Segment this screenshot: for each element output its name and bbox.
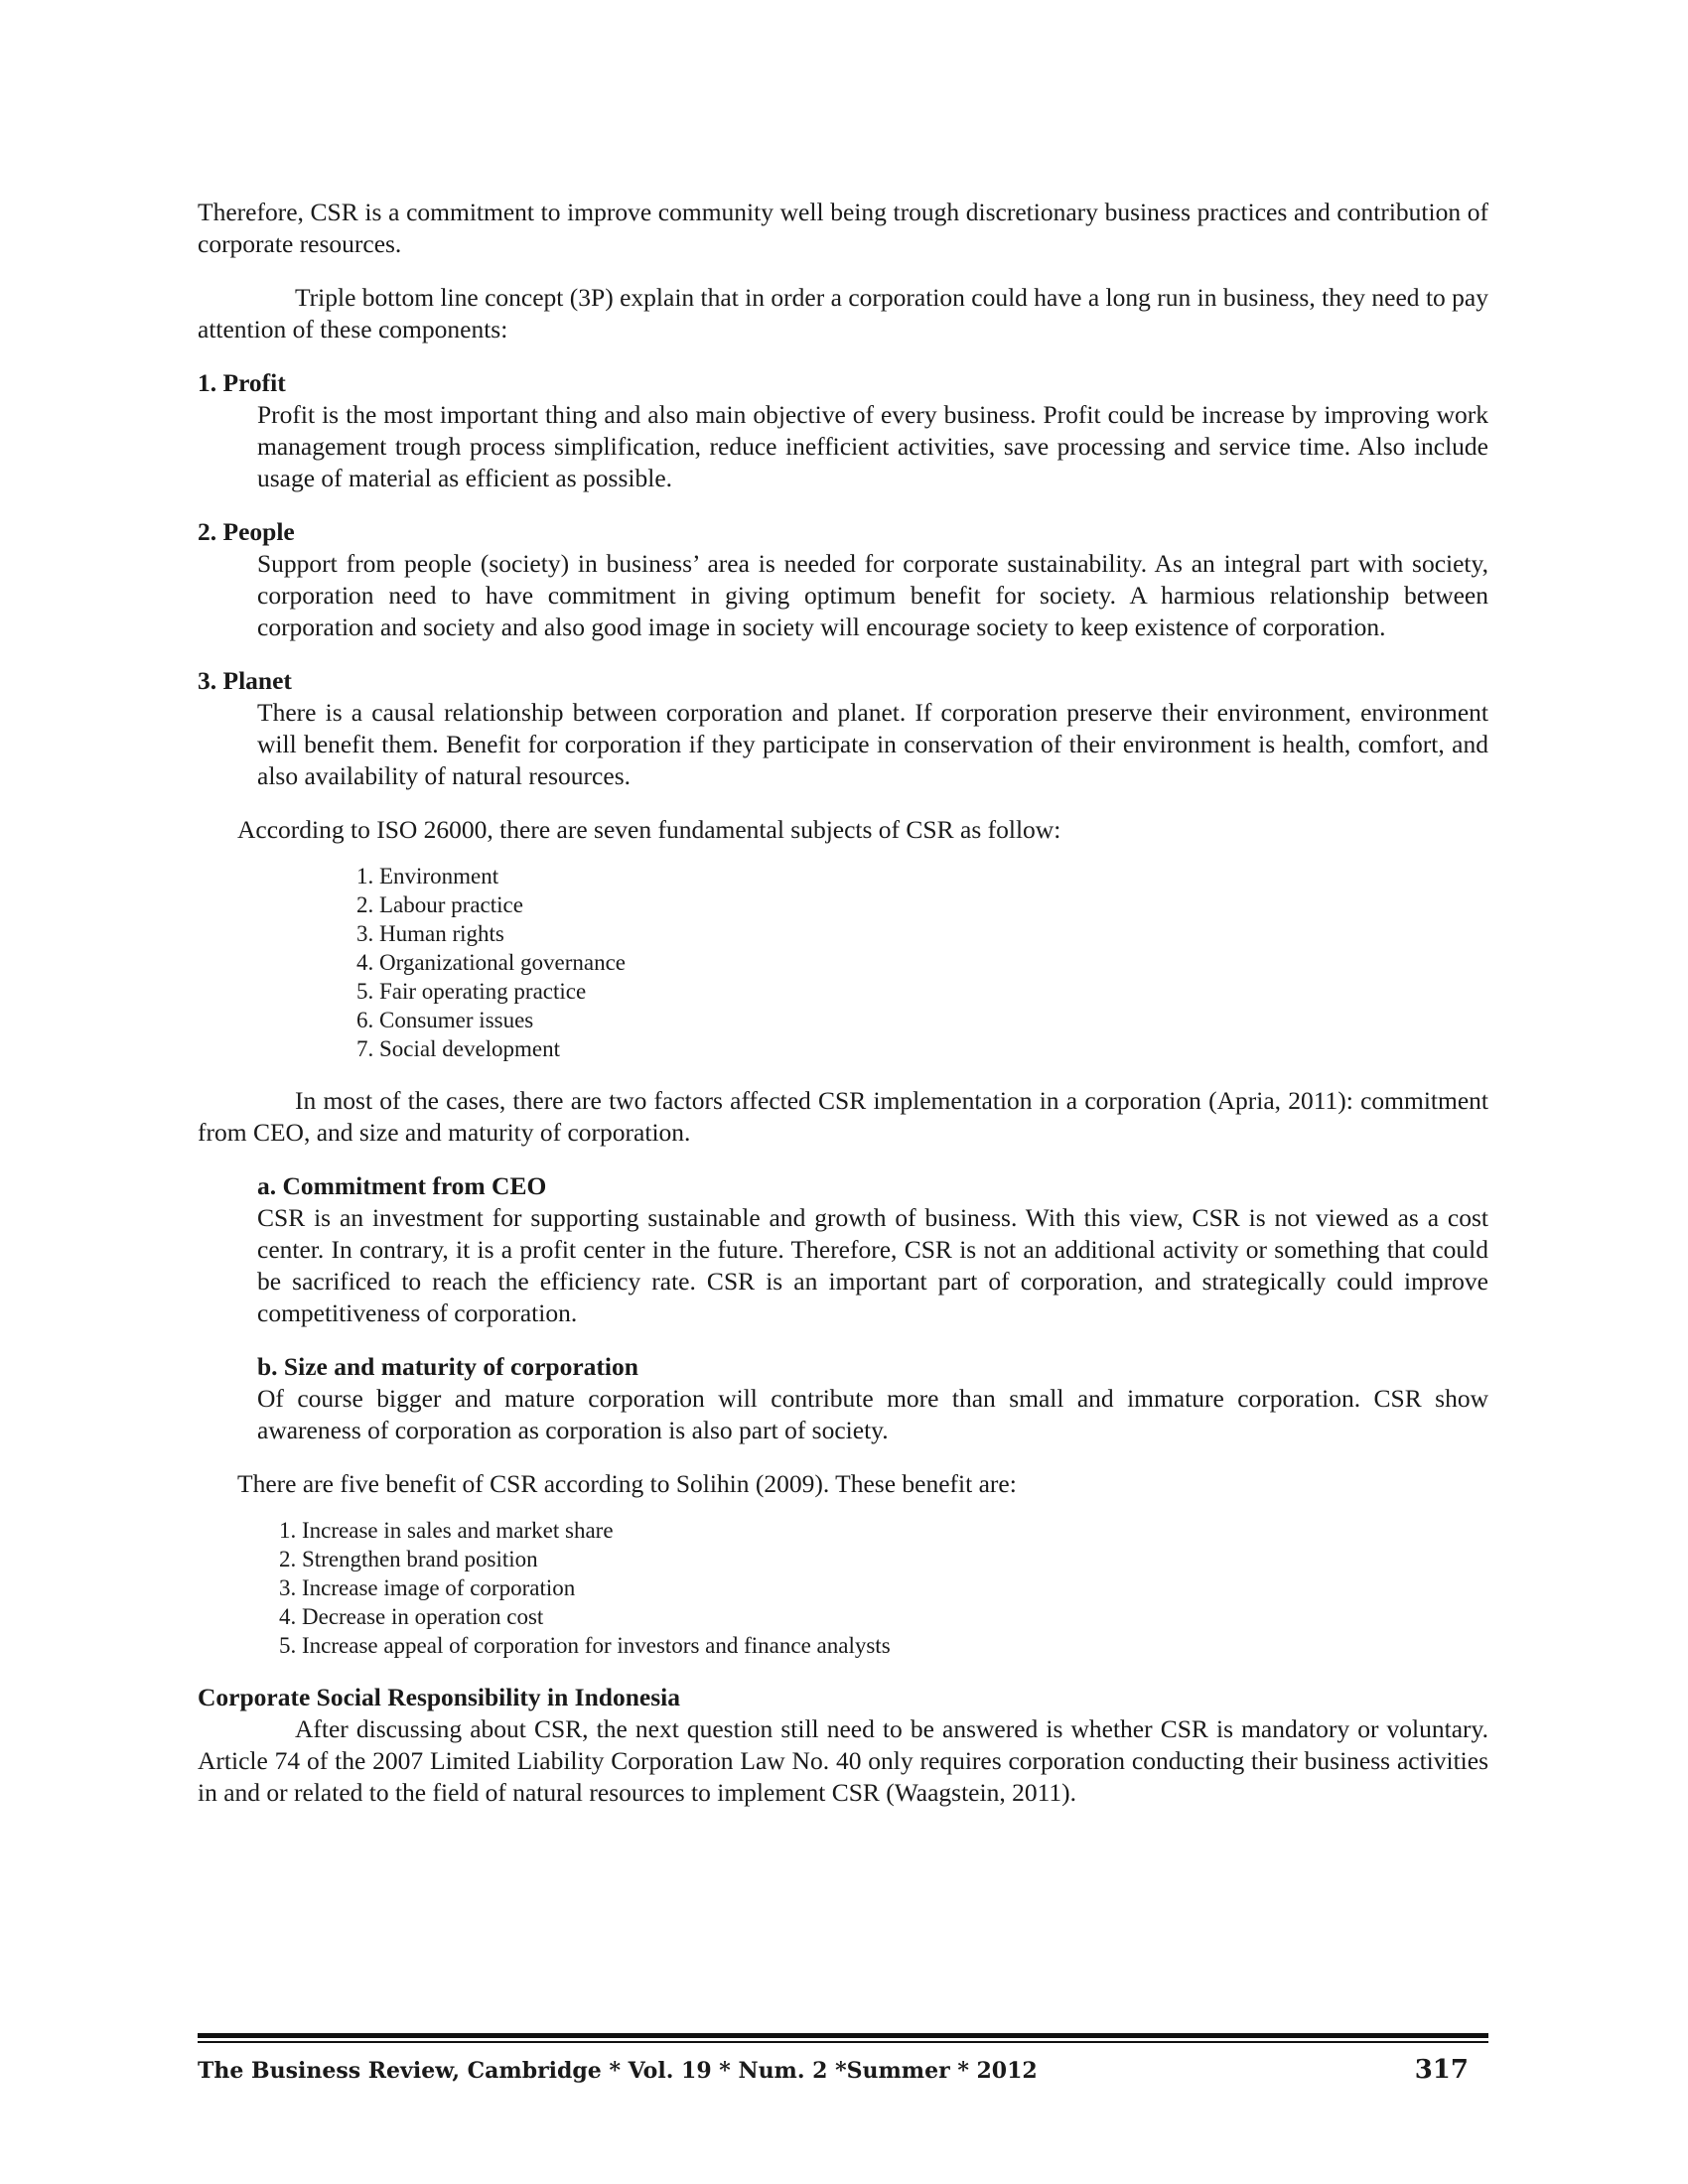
text-size-maturity: Of course bigger and mature corporation will contribute more than small and immature corporation. CSR show awareness of corporation as corporation is also part of society. <box>257 1384 1488 1444</box>
list-item: 2. Strengthen brand position <box>279 1547 538 1571</box>
list-item: 5. Increase appeal of corporation for investors and finance analysts <box>279 1633 891 1658</box>
heading-profit: 1. Profit <box>198 368 286 397</box>
paragraph-triple-bottom-line: Triple bottom line concept (3P) explain that in order a corporation could have a long run in business, they need to pay attention of these components: <box>198 283 1488 343</box>
list-item: 1. Increase in sales and market share <box>279 1518 614 1543</box>
list-item: 5. Fair operating practice <box>356 979 587 1004</box>
text-indonesia: After discussing about CSR, the next question still need to be answered is whether CSR is mandatory or voluntary. Article 74 of the 2007 Limited Liability Corporation Law No. 40 only requires corporation conducting their business activities in and or related to the field of natural resources to implement CSR (Waagstein, 2011). <box>198 1714 1488 1807</box>
text-commitment-ceo: CSR is an investment for supporting sustainable and growth of business. With this view, CSR is not viewed as a cost center. In contrary, it is a profit center in the future. Therefore, CSR is not an additional activity or something that could be sacrificed to reach the efficiency rate. CSR is an important part of corporation, and strategically could improve competitiveness of corporation. <box>257 1203 1488 1327</box>
paragraph-factors: In most of the cases, there are two factors affected CSR implementation in a corporation (Apria, 2011): commitment from CEO, and size and maturity of corporation. <box>198 1086 1488 1147</box>
list-item: 4. Decrease in operation cost <box>279 1604 544 1629</box>
list-item: 3. Increase image of corporation <box>279 1575 576 1600</box>
journal-citation: The Business Review, Cambridge * Vol. 19 * Num. 2 *Summer * 2012 <box>198 2058 1038 2084</box>
list-item: 3. Human rights <box>356 921 504 946</box>
paragraph-csr-commitment: Therefore, CSR is a commitment to improve community well being trough discretionary business practices and contribution of corporate resources. <box>198 198 1488 258</box>
section-heading-indonesia: Corporate Social Responsibility in Indonesia <box>198 1683 680 1711</box>
list-item: 6. Consumer issues <box>356 1008 534 1032</box>
heading-commitment-ceo: a. Commitment from CEO <box>257 1171 547 1200</box>
footer-rule <box>198 2033 1488 2038</box>
list-item: 7. Social development <box>356 1036 561 1061</box>
heading-people: 2. People <box>198 517 295 546</box>
footer-row <box>198 2055 1488 2085</box>
benefits-list <box>279 1516 1488 1660</box>
text-planet: There is a causal relationship between corporation and planet. If corporation preserve their environment, environment will benefit them. Benefit for corporation if they participate in conservation of their environment is health, comfort, and also availability of natural resources. <box>257 698 1488 790</box>
heading-size-maturity: b. Size and maturity of corporation <box>257 1352 638 1381</box>
list-item: 1. Environment <box>356 864 499 888</box>
list-item: 2. Labour practice <box>356 892 523 917</box>
text-profit: Profit is the most important thing and also main objective of every business. Profit could be increase by improving work management trough process simplification, reduce inefficient activities, save processing and service time. Also include usage of material as efficient as possible. <box>257 400 1488 492</box>
list-item: 4. Organizational governance <box>356 950 626 975</box>
benefits-intro: There are five benefit of CSR according to Solihin (2009). These benefit are: <box>237 1469 1017 1498</box>
heading-planet: 3. Planet <box>198 666 292 695</box>
text-people: Support from people (society) in business’ area is needed for corporate sustainability. As an integral part with society, corporation need to have commitment in giving optimum benefit for society. A harmious relationship between corporation and society and also good image in society will encourage society to keep existence of corporation. <box>257 549 1488 641</box>
iso-intro: According to ISO 26000, there are seven fundamental subjects of CSR as follow: <box>237 815 1061 844</box>
page-footer <box>198 2033 1488 2085</box>
article-body <box>198 197 1488 1809</box>
page-number: 317 <box>1414 2055 1469 2085</box>
iso-subjects-list <box>356 862 1488 1063</box>
footer-rule <box>198 2041 1488 2043</box>
